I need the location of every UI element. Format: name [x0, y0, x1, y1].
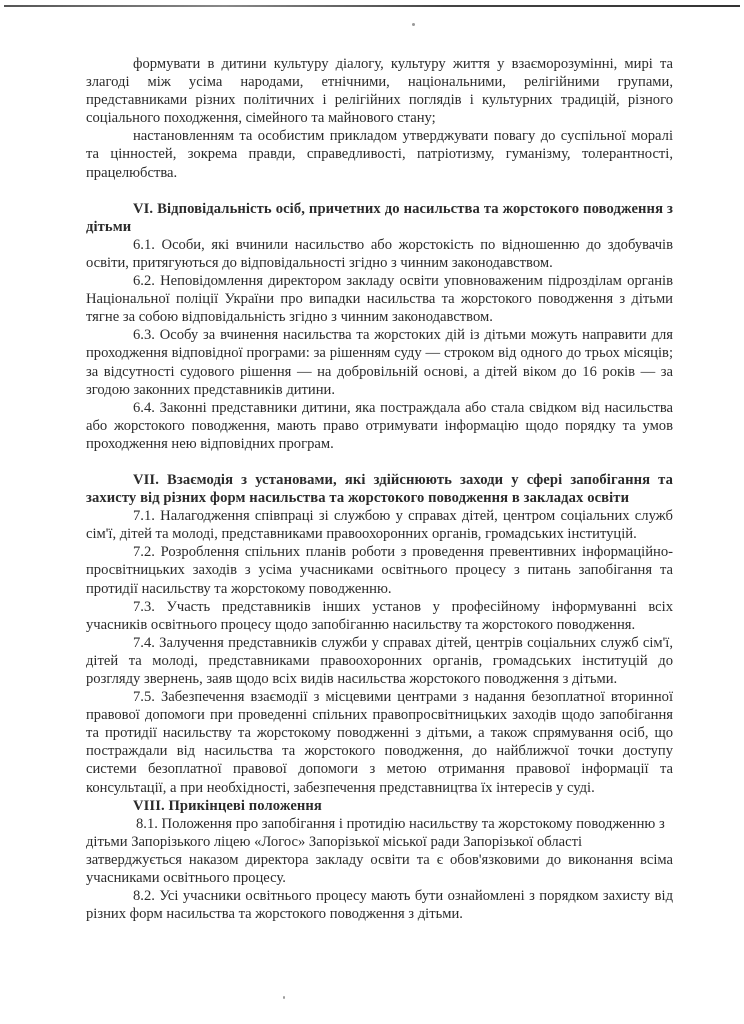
- section-heading-viii: VIII. Прикінцеві положення: [133, 797, 322, 814]
- scan-top-edge: [4, 5, 740, 7]
- clause-7-4: 7.4. Залучення представників служби у справах дітей, центрів соціальних служб сім'ї, дітей та молоді, представниками правоохоронних органів, громадських інституцій до розгляду звернень, заяв щодо всіх видів насильства жорстокого поводження з дітьми.: [86, 634, 673, 687]
- intro-paragraph: настановленням та особистим прикладом утверджувати повагу до суспільної моралі та цінностей, зокрема правди, справедливості, патріотизму, гуманізму, толерантності, працелюбства.: [86, 128, 673, 181]
- intro-paragraph: формувати в дитини культуру діалогу, культуру життя у взаєморозумінні, мирі та злагоді між усіма народами, етнічними, національними, релігійними групами, представниками різних політичних і релігійних поглядів і культурних традицій, різного соціального походження, сімейного та майнового стану;: [86, 56, 673, 127]
- clause-8-1-part2: затверджується наказом директора закладу освіти та є обов'язковими до виконання всіма учасниками освітнього процесу.: [86, 851, 673, 887]
- clause-7-2: 7.2. Розроблення спільних планів роботи з проведення превентивних інформаційно-просвітницьких заходів з усіма учасниками освітнього процесу з питань запобігання та протидії насильству та жорстокому поводженню.: [86, 544, 673, 597]
- clause-6-1: 6.1. Особи, які вчинили насильство або жорстокість по відношенню до здобувачів освіти, притягуються до відповідальності згідно з чинним законодавством.: [86, 236, 673, 271]
- clause-7-3: 7.3. Участь представників інших установ у професійному інформуванні всіх учасників освітнього процесу щодо запобіганню насильству та жорстокого поводження.: [86, 598, 673, 633]
- clause-6-2: 6.2. Неповідомлення директором закладу освіти уповноваженим підрозділам органів Національної поліції України про випадки насильства та жорстокого поводження з дітьми тягне за собою відповідальність згідно з чинним законодавством.: [86, 273, 673, 326]
- section-heading-vi: VI. Відповідальність осіб, причетних до насильства та жорстокого поводження з дітьми: [86, 200, 673, 235]
- clause-7-1: 7.1. Налагодження співпраці зі службою у справах дітей, центром соціальних служб сім'ї, дітей та молоді, представниками правоохоронних органів, громадських інституцій.: [86, 508, 673, 543]
- section-heading-vii: VII. Взаємодія з установами, які здійснюють заходи у сфері запобігання та захисту від різних форм насильства та жорстокого поводження в закладах освіти: [86, 471, 673, 507]
- clause-6-3: 6.3. Особу за вчинення насильства та жорстоких дій із дітьми можуть направити для проходження відповідної програми: за рішенням суду — строком від одного до трьох місяців; за відсутності судового рішення — на добровільній основі, а дітей віком до 16 років — за згодою законних представників дитини.: [86, 327, 673, 398]
- clause-8-2: 8.2. Усі учасники освітнього процесу мають бути ознайомлені з порядком захисту від різних форм насильства та жорстокого поводження з дітьми.: [86, 888, 673, 923]
- scan-speck: [412, 23, 415, 26]
- document-page: [86, 55, 673, 923]
- clause-7-5: 7.5. Забезпечення взаємодії з місцевими центрами з надання безоплатної вторинної правової допомоги при проведенні спільних правопросвітницьких заходів щодо запобігання та протидії насильству та жорстокому поводженні з дітьми, а також спрямування осіб, що постраждали від насильства та жорстокого поводження, до найближчої точки доступу системи безоплатної правової допомоги з метою отримання правової інформації та консультації, а при необхідності, забезпечення представництва їх інтересів у суді.: [86, 689, 673, 796]
- scan-speck: [283, 996, 285, 999]
- clause-8-1-part1: 8.1. Положення про запобігання і протидію насильству та жорстокому поводженню з дітьми Запорізького ліцею «Логос» Запорізької міської ради Запорізької області: [86, 815, 665, 850]
- clause-6-4: 6.4. Законні представники дитини, яка постраждала або стала свідком від насильства або жорстокого поводження, мають право отримувати інформацію щодо порядку та умов проходження нею відповідних програм.: [86, 399, 673, 452]
